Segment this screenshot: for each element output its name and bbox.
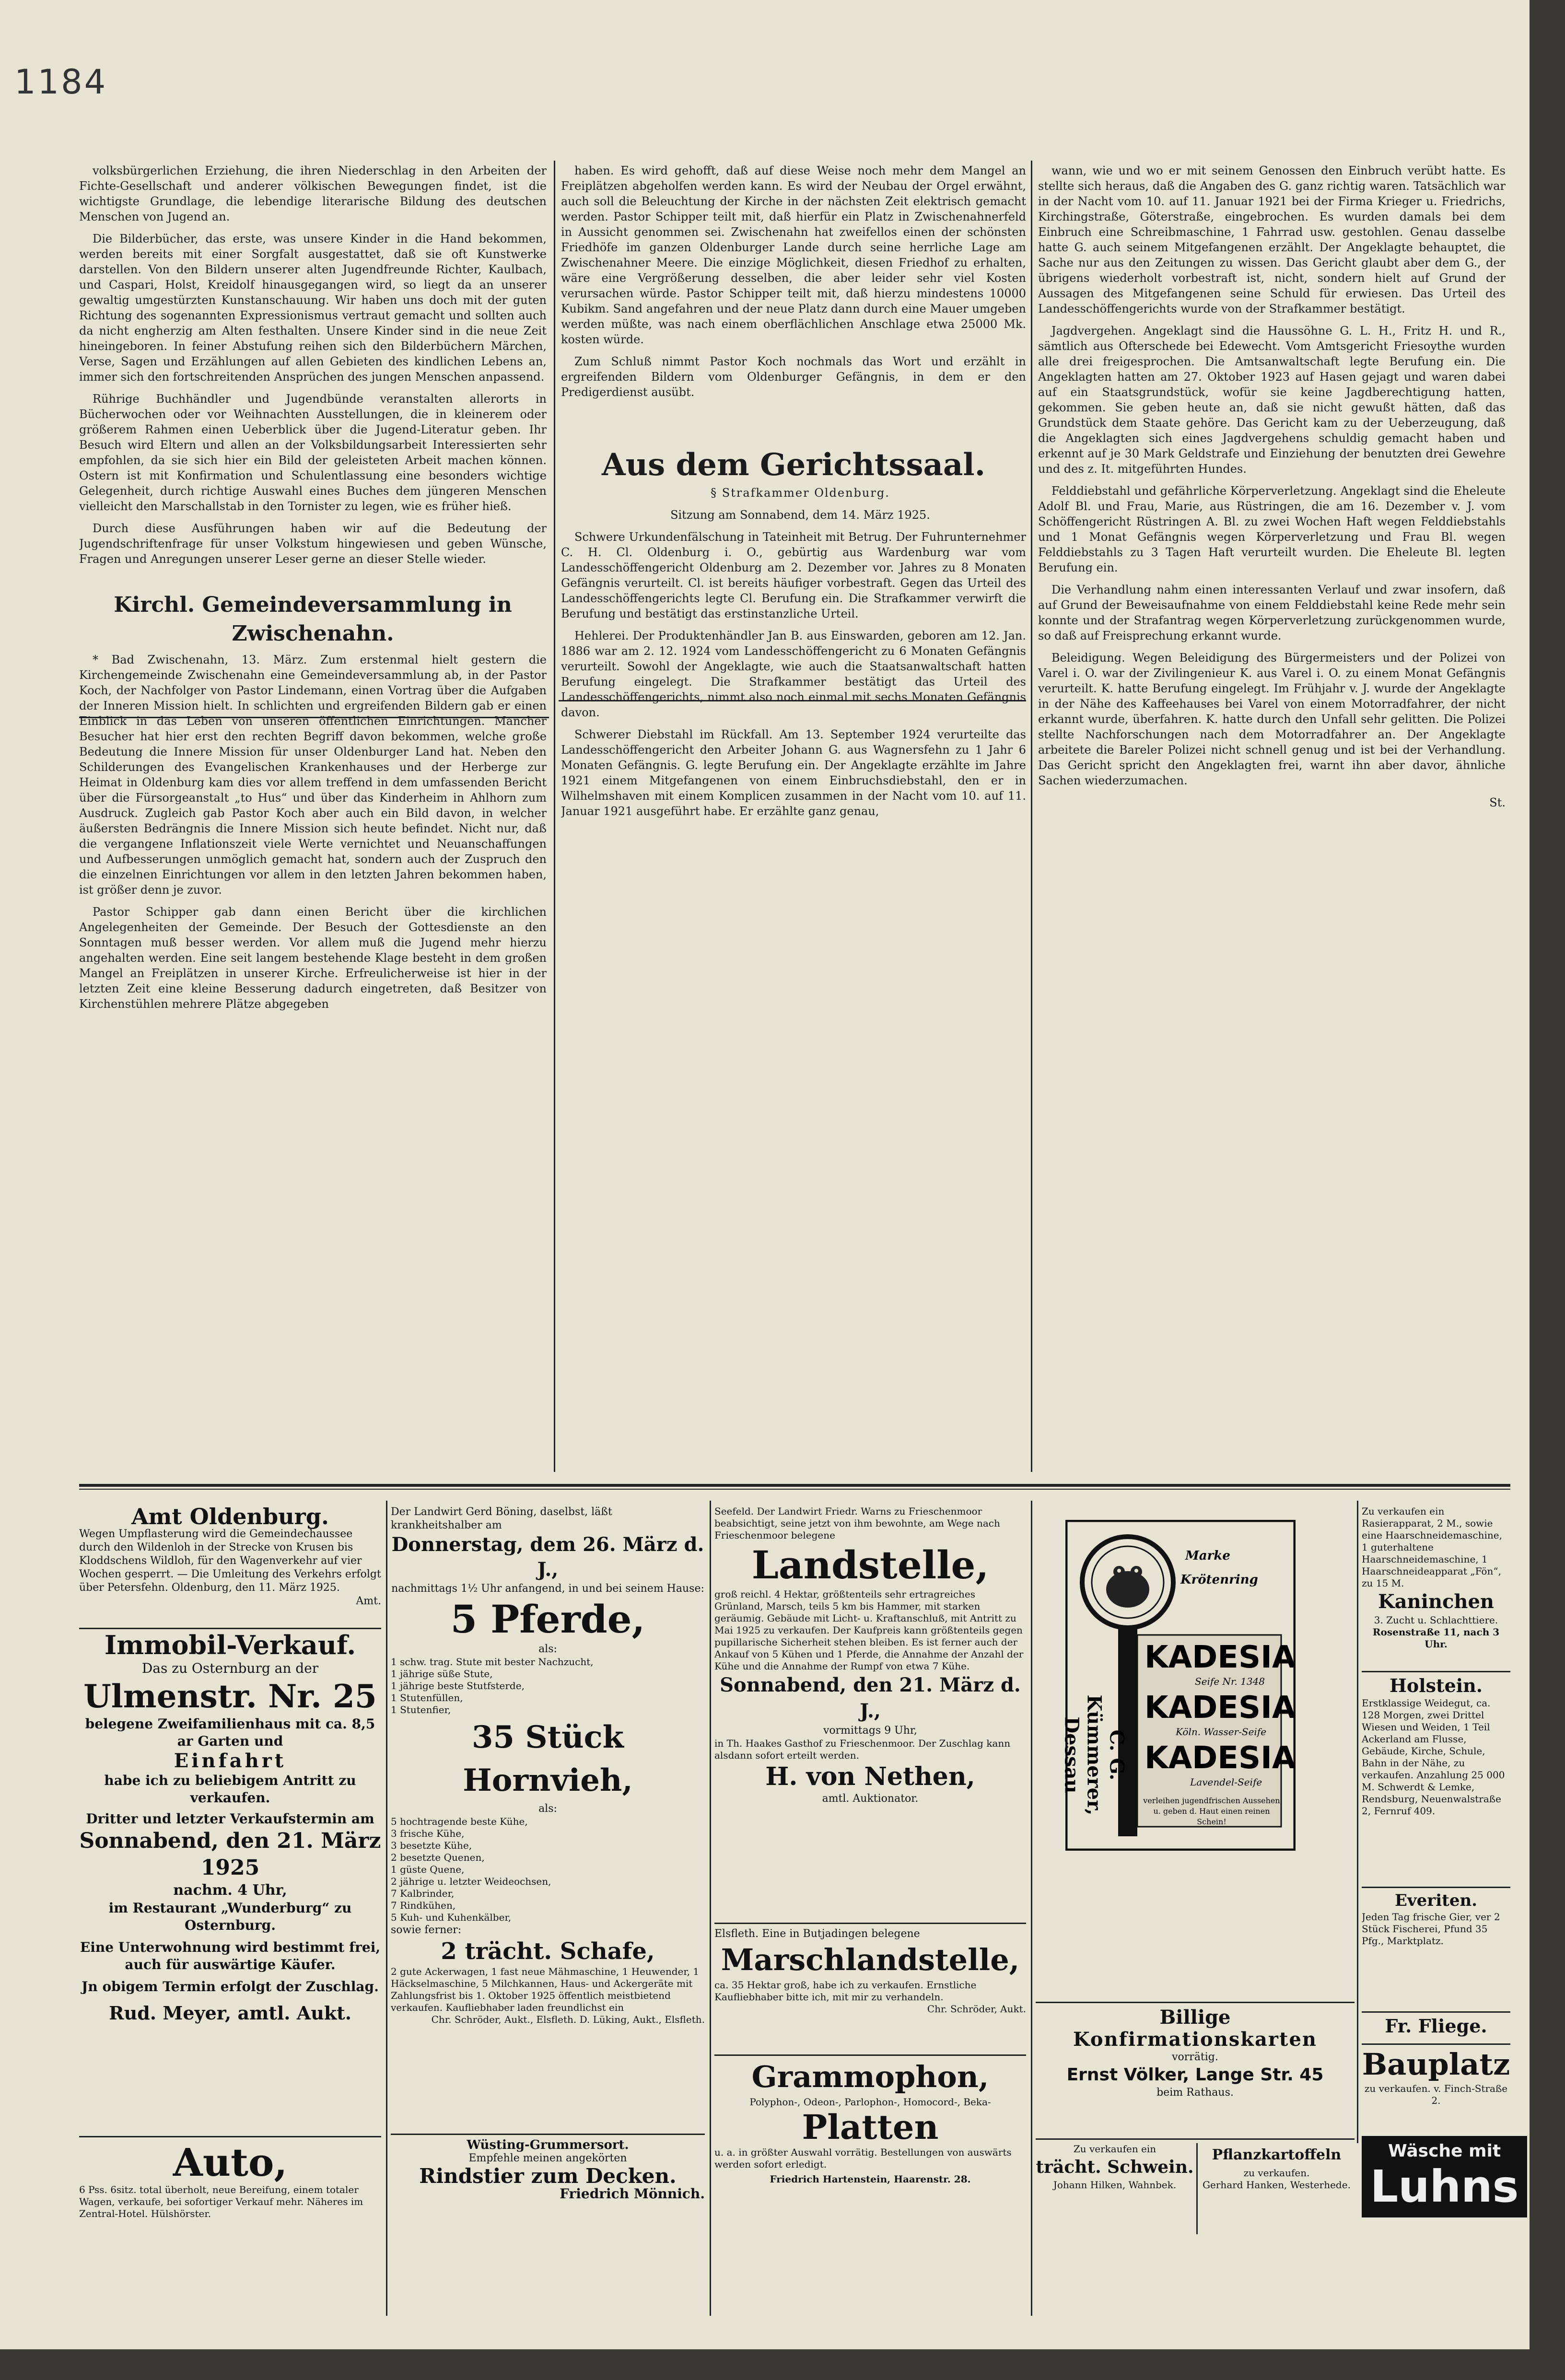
ad-title: Auto, [173,2141,288,2185]
ad-title-pferde: 5 Pferde, [450,1597,645,1642]
ad-heading: Wüsting-Grummersort. [467,2138,629,2152]
ad-text: Der Landwirt Gerd Böning, daselbst, läßt krankheitshalber am [391,1506,612,1531]
ad-text: Zu verkaufen ein Rasierapparat, 2 M., sowie eine Haarschneidemaschine, 1 guterhaltene Haarschneidemaschine, 1 Haarschneideapparat „Fön“, zu 15 M. [1362,1505,1502,1589]
ad-text: Eine Unterwohnung wird bestimmt frei, auch für auswärtige Käufer. [80,1939,381,1972]
article-column-2 [561,163,1026,1479]
ad-holstein [1362,1674,1510,1885]
ad-marschlandstelle [714,1927,1026,2052]
list-item: 7 Kalbrinder, [391,1888,455,1899]
ad-time: nachmittags 1½ Uhr anfangend, in und bei seinem Hause: [391,1583,704,1595]
list-item: 1 jährige süße Stute, [391,1668,493,1680]
ad-text: 2 gute Ackerwagen, 1 fast neue Mähmaschine, 1 Heuwender, 1 Häckselmaschine, 5 Milchkannen, Haus- und Ackergeräte mit Zahlungsfrist bis 1. Oktober 1925 öffentlich meistbietend verkaufen. Kaufliebhaber laden freundlichst ein [391,1966,700,2013]
article-paragraph: Hehlerei. Der Produktenhändler Jan B. aus Einswarden, geboren am 12. Jan. 1886 war am 2. 12. 1924 vom Landesschöffengericht zu 6 Monaten Gefängnis verurteilt. Sowohl der Angeklagte, wie auch die Staatsanwaltschaft hatten Berufung eingelegt. Die Strafkammer bestätigt das Urteil des Landesschöffengerichts, nimmt also noch einmal mit sechs Monaten Gefängnis davon. [561,629,1026,719]
article-column-3 [1038,163,1506,1479]
ad-signature: Amt. [356,1595,381,1607]
article-paragraph: Rührige Buchhändler und Jugendbünde veranstalten allerorts in Bücherwochen oder vor Weihnachten Ausstellungen, die in kleinerem oder größerem Rahmen einen Ueberblick über die Jugend-Literatur geben. Ihr Besuch wird Eltern und allen an der Volksbildungsarbeit Interessierten sehr empfohlen, da sie sich hier ein Bild der geleisteten Arbeit machen können. Ostern ist mit Konfirmation und Schulentlassung eine besonders wichtige Gelegenheit, durch richtige Auswahl eines Buches dem jüngeren Menschen vielleicht den Marschallstab in den Tornister zu legen, wie es früher hieß. [79,392,547,513]
ad-title: Bauplatz [1362,2047,1510,2082]
ad-column-rule [710,1501,711,2316]
article-signature: St. [1489,796,1506,809]
ad-text: Jeden Tag frische Gier, ver 2 Stück Fischerei, Pfund 35 Pfg., Marktplatz. [1362,1911,1500,1947]
ad-title: Immobil-Verkauf. [104,1630,356,1660]
luhns-logo: Luhns [1370,2161,1519,2212]
ad-title-platten: Platten [802,2107,939,2147]
ad-rule [1362,1671,1510,1672]
article-paragraph: Die Bilderbücher, das erste, was unsere Kinder in die Hand bekommen, werden bereits mit einer Sorgfalt ausgestattet, daß sie oft Kunstwerke darstellen. Von den Bildern unserer alten Jugendfreunde Richter, Kaulbach, und Caspari, Holst, Kreidolf hinausgegangen wird, so liegt da an unserer gewaltig umgestürzten Kunstanschauung. Wir haben uns doch mit der guten Richtung des sogenannten Expressionismus vertraut gemacht und sollten auch da nicht engherzig am Alten festhalten. Unsere Kinder sind in die neue Zeit hineingeboren. In feiner Abstufung reihen sich den Bilderbüchern Märchen, Verse, Sagen und Erzählungen auf allen Gebieten des kindlichen Lebens an, immer sich den fortschreitenden Ansprüchen des jungen Menschen anpassend. [79,232,547,384]
list-item: 3 frische Kühe, [391,1828,465,1839]
kadesia-sub-2: Köln. Wasser-Seife [1176,1726,1267,1738]
list-item: 5 Kuh- und Kuhenkälber, [391,1912,512,1923]
ad-kadesia [1060,1520,1296,1851]
ad-text: Empfehle meinen angekörten [468,2152,627,2164]
ad-title: Holstein. [1389,1675,1483,1696]
ad-title: Landstelle, [751,1542,989,1587]
kadesia-brand-2: KADESIA [1145,1690,1296,1726]
article-session-date: Sitzung am Sonnabend, dem 14. März 1925. [670,508,930,522]
luhns-line-1: Wäsche mit [1388,2141,1501,2161]
ad-signature: H. von Nethen, [765,1762,975,1791]
ad-text: 6 Pss. 6sitz. total überholt, neue Bereifung, einem totaler Wagen, verkaufe, bei sofortiger Verkauf mehr. Näheres im Zentral-Hotel. Hülshörster. [79,2184,363,2219]
ad-text: Erstklassige Weidegut, ca. 128 Morgen, zwei Drittel Wiesen und Weiden, 1 Teil Ackerland am Flusse, Gebäude, Kirche, Schule, Bahn in der Nähe, zu verkaufen. Anzahlung 25 000 M. Schwerdt & Lemke, Rendsburg, Neuenwalstraße 2, Fernruf 409. [1362,1697,1505,1817]
ad-als: als: [538,1643,557,1655]
article-paragraph: Schwere Urkundenfälschung in Tateinheit mit Betrug. Der Fuhrunternehmer C. H. Cl. Oldenburg i. O., gebürtig aus Wardenburg war vom Landesschöffengericht Oldenburg am 2. Dezember vor. Jahres zu 8 Monaten Gefängnis verurteilt. Cl. ist bereits häufiger vorbestraft. Gegen das Urteil des Landesschöffengerichts legte Cl. Berufung ein. Die Strafkammer verwirft die Berufung und bestätigt das erstinstanzliche Urteil. [561,530,1026,620]
ad-text: zu verkaufen. [1243,2167,1310,2179]
ad-rule [1196,2143,1198,2234]
page-number: 1184 [14,62,108,102]
ad-text: groß reichl. 4 Hektar, größtenteils sehr ertragreiches Grünland, Marsch, teils 5 km bis Hammer, mit starken geräumig. Gebäude mit Licht- u. Kraftanschluß, mit Antritt zu Mai 1925 zu verkaufen. Der Kaufpreis kann größtenteils gegen pupillarische Sicherheit stehen bleiben. Es ist ferner auch der Ankauf von 5 Kühen und 1 Pferde, die Annahme der Anzahl der Kühe und die Annahme der Rumpf von etwa 7 Kühe. [714,1588,1024,1672]
ad-title: Rindstier zum Decken. [419,2164,677,2188]
ad-text: Das zu Osternburg an der [141,1660,319,1676]
ad-landstelle [714,1505,1026,1918]
ad-title: Kaninchen [1378,1590,1494,1613]
article-paragraph: Zum Schluß nimmt Pastor Koch nochmals das Wort und erzählt in ergreifenden Bildern vom Oldenburger Gefängnis, in dem er den Predigerdienst ausübt. [561,355,1026,399]
ad-auto [79,2141,381,2237]
ad-title-schafe: 2 trächt. Schafe, [441,1938,655,1965]
list-item: 1 jährige beste Stutfsterde, [391,1680,525,1692]
list-item: 1 schw. trag. Stute mit bester Nachzucht, [391,1656,594,1668]
article-heading: Kirchl. Gemeindeversammlung in Zwischenahn. [114,593,512,646]
ad-grammophon [714,2058,1026,2245]
ad-title: Amt Oldenburg. [131,1505,329,1529]
kadesia-brand-1: KADESIA [1145,1640,1296,1675]
ad-rule [79,2136,381,2137]
ad-rule [1036,2002,1355,2003]
ad-text: Elsfleth. Eine in Butjadingen belegene [714,1928,920,1940]
ad-text: u. a. in größter Auswahl vorrätig. Bestellungen von auswärts werden sofort erledigt. [714,2147,1012,2170]
ad-konfirmationskarten [1036,2007,1355,2136]
list-item: 1 güste Quene, [391,1864,465,1875]
kadesia-kroetenring: Krötenring [1180,1573,1258,1587]
article-paragraph: wann, wie und wo er mit seinem Genossen den Einbruch verübt hatte. Es stellte sich heraus, daß die Angaben des G. ganz richtig waren. Tatsächlich war in der Nacht vom 10. auf 11. Januar 1921 bei der Firma Krieger u. Friedrichs, Kirchingstraße, Göterstraße, eingebrochen. Es wurden damals bei dem Einbruch eine Schreibmaschine, 1 Fahrrad usw. gestohlen. Genau dasselbe hatte G. auch seinem Mitgefangenen erzählt. Der Angeklagte behauptet, die Sache nur aus den Zeitungen zu wissen. Das Gericht glaubt aber dem G., der übrigens wiederholt vorbestraft ist, nicht, sondern hielt auf Grund der Aussagen des Mitgefangenen seine Schuld für erwiesen. Das Urteil des Landesschöffengerichts wurde von der Strafkammer bestätigt. [1038,164,1506,315]
ad-auction-boening [391,1505,705,2129]
article-subheading: § Strafkammer Oldenburg. [711,486,890,500]
article-paragraph: haben. Es wird gehofft, daß auf diese Weise noch mehr dem Mangel an Freiplätzen abgeholfen werden kann. Es wird der Neubau der Orgel erwähnt, auch soll die Beleuchtung der Kirche in der nächsten Zeit elektrisch gemacht werden. Pastor Schipper teilt mit, daß hierfür ein Platz in Zwischenahnerfeld in Aussicht genommen sei. Zwischenahn hat zweifellos einen der schönsten Friedhöfe im ganzen Oldenburger Lande durch seine herrliche Lage am Zwischenahner Meere. Die einzige Möglichkeit, diesen Friedhof zu erhalten, wäre eine Vergrößerung desselben, die aber leider sehr viel Kosten verursachen würde. Pastor Schipper teilt mit, daß hierzu mindestens 10000 Kubikm. Sand angefahren und der neue Platz dann durch eine Mauer umgeben werden müßte, was nach einem oberflächlichen Anschlage etwa 25000 Mk. kosten würde. [561,164,1026,346]
ad-signature: Friedrich Mönnich. [560,2186,705,2202]
article-column-1 [79,163,547,1479]
ad-text: im Restaurant „Wunderburg“ zu Osternburg. [108,1900,352,1933]
ad-kaninchen [1362,1505,1510,1668]
ad-text: ca. 35 Hektar groß, habe ich zu verkaufen. Ernstliche Kaufliebhaber bitte ich, mit mir zu verhandeln. [714,1979,977,2003]
ad-text: Seefeld. Der Landwirt Friedr. Warns zu Frieschenmoor beabsichtigt, seine jetzt von ihm bewohnte, am Wege nach Frieschenmoor belegene [714,1505,1000,1541]
ad-text: 3. Zucht u. Schlachttiere. [1374,1614,1498,1626]
list-item: 2 jährige u. letzter Weideochsen, [391,1876,551,1887]
ad-einfahrt: Einfahrt [174,1750,287,1772]
article-heading: Aus dem Gerichtssaal. [601,447,986,483]
ad-rule [1362,1887,1510,1888]
ad-time: nachm. 4 Uhr, [173,1882,287,1899]
ad-luhns [1362,2136,1527,2217]
list-item: 5 hochtragende beste Kühe, [391,1816,528,1827]
list-item: 2 besetzte Quenen, [391,1852,485,1863]
ad-column-rule [386,1501,387,2316]
kadesia-maker: C. G. Kümmerer, Dessau [1060,1694,1128,1816]
article-paragraph: Schwerer Diebstahl im Rückfall. Am 13. September 1924 verurteilte das Landesschöffengericht den Arbeiter Johann G. aus Wagnersfehn zu 1 Jahr 6 Monaten Gefängnis. G. legte Berufung ein. Der Angeklagte erzählte im Jahre 1921 einem Mitgefangenen von einem Einbruchsdiebstahl, den er in Wilhelmshaven mit einem Komplicen zusammen in der Nacht vom 10. auf 11. Januar 1921 ausgeführt habe. Er erzählte ganz genau, [561,728,1026,818]
ad-signature: Rud. Meyer, amtl. Aukt. [109,2002,351,2024]
ad-title: Everiten. [1394,1891,1478,1910]
ad-shop-sub: beim Rathaus. [1156,2087,1234,2099]
ad-rule [1036,2138,1355,2140]
ad-title: Pflanzkartoffeln [1212,2147,1342,2163]
ad-als: als: [538,1803,557,1815]
ad-rule [1362,2043,1510,2045]
ad-column-rule [1031,1501,1032,2316]
ad-text: Polyphon-, Odeon-, Parlophon-, Homocord-, Beka- [749,2096,991,2108]
kadesia-sub-3: Lavendel-Seife [1190,1776,1262,1788]
article-paragraph: Durch diese Ausführungen haben wir auf die Bedeutung der Jugendschriftenfrage für unser Volkstum hingewiesen und geben Wünsche, Fragen und Anregungen unserer Leser gerne an dieser Stelle wieder. [79,522,547,566]
scan-edge [0,2349,1565,2380]
ad-signature: Chr. Schröder, Aukt. [927,2003,1026,2015]
ad-text: vorrätig. [1172,2051,1218,2063]
ad-street: Ulmenstr. Nr. 25 [83,1678,377,1715]
ad-fliege [1362,2014,1510,2042]
list-item: 1 Stutenfüllen, [391,1692,463,1703]
ad-title: trächt. Schwein. [1036,2157,1194,2177]
ad-signature-sub: amtl. Auktionator. [822,1793,919,1805]
ad-text: belegene Zweifamilienhaus mit ca. 8,5 ar Garten und [85,1716,375,1749]
article-paragraph: Die Verhandlung nahm einen interessanten Verlauf und zwar insofern, daß auf Grund der Beweisaufnahme von einem Felddiebstahl keine Rede mehr sein konnte und der Strafantrag wegen Körperverletzung zurückgenommen wurde, so daß auf Freisprechung erkannt wurde. [1038,583,1506,642]
ad-rule [1362,2011,1510,2013]
section-rule [79,1484,1510,1487]
ad-shop: Ernst Völker, Lange Str. 45 [1066,2065,1324,2085]
ad-rule [714,2054,1026,2056]
column-rule [554,161,555,1472]
list-item: 1 Stutenfier, [391,1704,451,1715]
ad-signature: Johann Hilken, Wahnbek. [1053,2179,1177,2191]
ad-amt-oldenburg [79,1505,381,1625]
ad-signature: Gerhard Hanken, Westerhede. [1203,2179,1351,2191]
article-paragraph: Felddiebstahl und gefährliche Körperverletzung. Angeklagt sind die Eheleute Adolf Bl. und Frau, Marie, aus Rüstringen, die am 16. Dezember v. J. vom Schöffengericht Rüstringen A. Bl. zu zwei Wochen Haft wegen Felddiebstahls und 1 Monat Gefängnis wegen Körperverletzung und Frau Bl. wegen Felddiebstahls zu 3 Tagen Haft verurteilt wurden. Die Eheleute Bl. legten Berufung ein. [1038,484,1506,574]
ad-rule [79,1628,381,1629]
ad-text: Jn obigem Termin erfolgt der Zuschlag. [82,1979,379,1995]
ad-title: Konfirmationskarten [1073,2028,1318,2051]
article-paragraph: Beleidigung. Wegen Beleidigung des Bürgermeisters und der Polizei von Varel i. O. war der Zivilingenieur K. aus Varel i. O. zu einem Monat Gefängnis verurteilt. K. hatte Berufung eingelegt. Im Frühjahr v. J. wurde der Angeklagte in der Nähe des Kaffeehauses bei Varel von einem Motorradfahrer, der nicht erkannt wurde, überfahren. K. hatte durch den Unfall sehr gelitten. Die Polizei stellte Nachforschungen nach dem Motorradfahrer an. Der Angeklagte arbeitete die Bareler Polizei nicht schnell genug und ist bei der Verhandlung. Das Gericht spricht den Angeklagten frei, warnt ihn aber davor, ähnliche Sachen wiederzumachen. [1038,651,1506,787]
ad-title: Fr. Fliege. [1385,2015,1487,2037]
article-paragraph: volksbürgerlichen Erziehung, die ihren Niederschlag in den Arbeiten der Fichte-Gesellschaft und anderer völkischen Bewegungen findet, ist die wichtigste Grundlage, die lebendige literarische Bildung des deutschen Menschen von Jugend an. [79,164,547,223]
list-item: 7 Rindkühen, [391,1900,456,1911]
column-rule [1031,161,1032,1472]
ad-signature: Chr. Schröder, Aukt., Elsfleth. D. Lüking, Aukt., Elsfleth. [431,2014,705,2025]
ad-date: Donnerstag, dem 26. März d. J., [391,1533,704,1581]
ad-rindstier [391,2138,705,2225]
ad-text: habe ich zu beliebigem Antritt zu verkaufen. [104,1773,356,1806]
ad-text: sowie ferner: [391,1924,462,1936]
ad-bauplatz [1362,2046,1510,2133]
ad-title: Marschlandstelle, [721,1942,1020,1977]
ad-date: Sonnabend, den 21. März d. J., [720,1674,1021,1722]
ad-signature: Friedrich Hartenstein, Haarenstr. 28. [770,2173,971,2185]
article-paragraph: Pastor Schipper gab dann einen Bericht über die kirchlichen Angelegenheiten der Gemeinde. Der Besuch der Gottesdienste an den Sonntagen muß besser werden. Vor allem muß die Jugend mehr hierzu angehalten werden. Eine seit langem bestehende Klage besteht in dem großen Mangel an Freiplätzen in unserer Kirche. Erfreulicherweise ist hier in der letzten Zeit eine kleine Besserung dadurch eingetreten, daß Besitzer von Kirchenstühlen mehrere Plätze abgegeben [79,905,547,1011]
ad-title: Grammophon, [751,2059,989,2094]
ad-text: zu verkaufen. v. Finch-Straße 2. [1364,2083,1508,2106]
scan-edge [1530,0,1565,2380]
ad-text: Rosenstraße 11, nach 3 Uhr. [1372,1626,1500,1650]
ad-pflanzkartoffeln [1199,2143,1355,2239]
kadesia-marke: Marke [1185,1549,1230,1563]
ad-heading: Billige [1159,2007,1231,2029]
ad-time: vormittags 9 Uhr, [823,1725,918,1737]
ad-text: in Th. Haakes Gasthof zu Frieschenmoor. Der Zuschlag kann alsdann sofort erteilt werden. [714,1738,1011,1761]
article-paragraph: * Bad Zwischenahn, 13. März. Zum erstenmal hielt gestern die Kirchengemeinde Zwischenahn eine Gemeindeversammlung ab, in der Pastor Koch, der Nachfolger von Pastor Lindemann, einen Vortrag über die Aufgaben der Inneren Mission hielt. In schlichten und ergreifenden Bildern gab er einen Einblick in das Leben von unseren öffentlichen Einrichtungen. Mancher Besucher hat hier erst den rechten Begriff davon bekommen, welche große Bedeutung die Innere Mission für unser Oldenburger Land hat. Neben den Schilderungen des Evangelischen Krankenhauses und der Herberge zur Heimat in Oldenburg kam dies vor allem treffend in dem umfassenden Bericht über die Fürsorgeanstalt „to Hus“ und über das Kinderheim in Ahlhorn zum Ausdruck. Zugleich gab Pastor Koch aber auch ein Bild davon, in welcher äußersten Bedrängnis die Innere Mission sich heute befindet. Nicht nur, daß die vergangene Inflationszeit viele Werte vernichtet und Neuanschaffungen und Aufbesserungen unmöglich gemacht hat, sondern auch der Zuspruch den die einzelnen Einrichtungen vor allem in den letzten Jahren bekommen haben, ist größer denn je zuvor. [79,653,547,897]
ad-rule [714,1923,1026,1924]
kadesia-footer: verleihen jugendfrischen Aussehen u. geben d. Haut einen reinen Schein! [1143,1796,1280,1826]
article-paragraph: Jagdvergehen. Angeklagt sind die Haussöhne G. L. H., Fritz H. und R., sämtlich aus Ofterschede bei Edewecht. Vom Amtsgericht Friesoythe wurden alle drei freigesprochen. Die Amtsanwaltschaft legte Berufung ein. Die Angeklagten hatten am 27. Oktober 1923 auf Hasen gejagt und waren dabei auf ein Staatsgrundstück, wofür sie keine Jagdberechtigung hatten, gekommen. Sie geben heute an, daß sie nicht gewußt hätten, daß das Grundstück dem Staate gehöre. Das Gericht kam zu der Ueberzeugung, daß die Angeklagten sich eines Jagdvergehens schuldig gemacht haben und erkennt auf je 30 Mark Geldstrafe und Einziehung der benutzten drei Gewehre und des z. It. mitgeführten Hundes. [1038,324,1506,476]
ad-immobil-verkauf [79,1630,381,2134]
kadesia-sub-1: Seife Nr. 1348 [1195,1676,1265,1687]
ad-title-hornvieh: 35 Stück Hornvieh, [463,1719,633,1798]
ad-text: Dritter und letzter Verkaufstermin am [86,1811,374,1827]
ad-everiten [1362,1890,1510,1962]
list-item: 3 besetzte Kühe, [391,1840,472,1851]
ad-text: Zu verkaufen ein [1073,2143,1156,2155]
kadesia-brand-3: KADESIA [1145,1740,1296,1776]
ad-column-rule [1357,1501,1358,2143]
ad-rule [391,2134,705,2135]
section-rule [79,1489,1510,1490]
ad-date: Sonnabend, den 21. März 1925 [79,1829,381,1880]
ad-text: Wegen Umpflasterung wird die Gemeindechaussee durch den Wildenloh in der Strecke von Krusen bis Kloddschens Wildloh, für den Wagenverkehr auf vier Wochen gesperrt. — Die Umleitung des Verkehrs erfolgt über Petersfehn. Oldenburg, den 11. März 1925. [79,1528,381,1594]
ad-schwein [1036,2143,1194,2239]
